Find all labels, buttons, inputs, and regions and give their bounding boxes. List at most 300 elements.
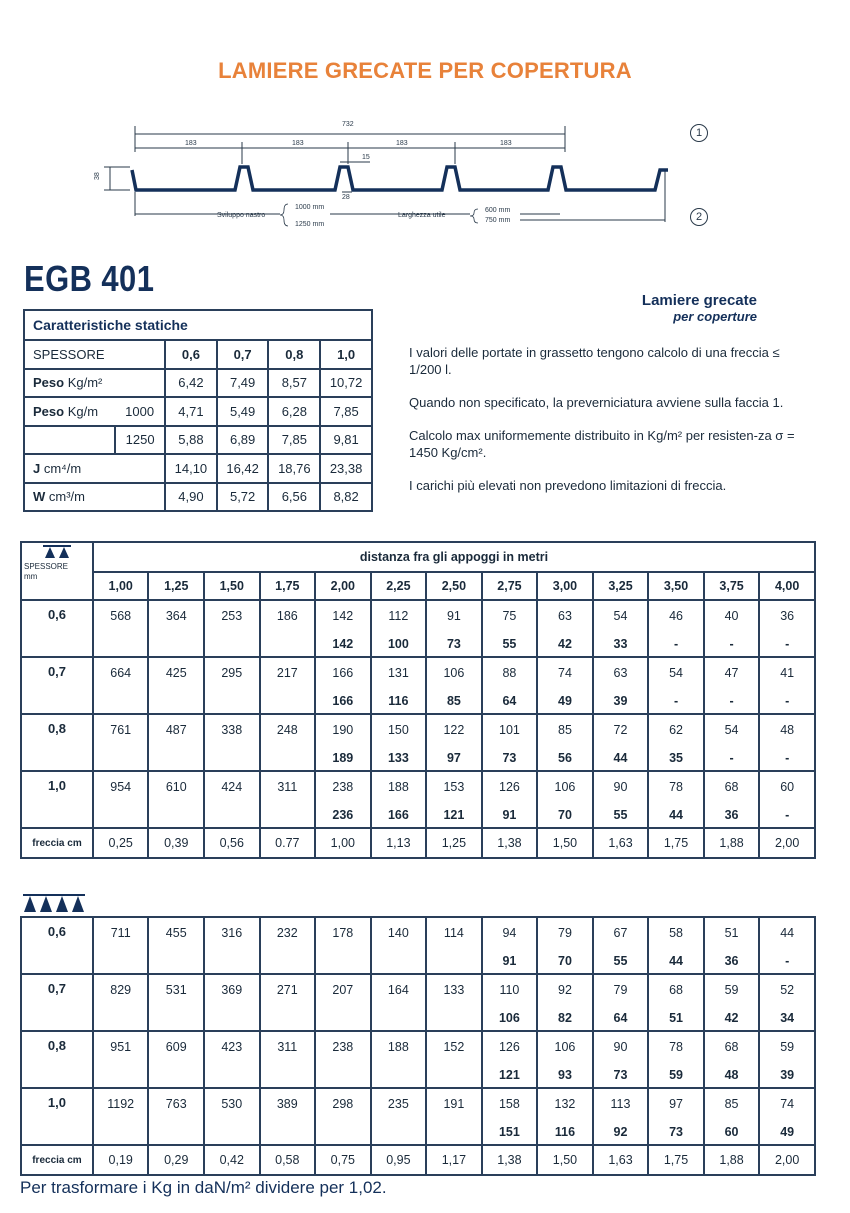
load-cell	[759, 771, 815, 828]
load-cell	[260, 917, 316, 974]
load-cell	[482, 714, 538, 771]
freccia-value: 0.77	[260, 828, 316, 858]
load-value: 364	[165, 608, 187, 623]
value-cell: 9,81	[320, 426, 372, 455]
load-cell	[371, 917, 427, 974]
load-cell	[648, 657, 704, 714]
load-cell-stack	[261, 977, 315, 1029]
load-cell	[704, 657, 760, 714]
load-cell-stack	[483, 920, 537, 972]
load-cell	[204, 657, 260, 714]
load-value: 91	[446, 608, 461, 623]
load-cell-stack	[372, 920, 426, 972]
load-cell-stack	[760, 920, 814, 972]
load-value: 90	[613, 1039, 628, 1054]
spessore-header-cell	[21, 542, 93, 600]
load-value: 79	[558, 925, 572, 940]
load-cell-stack	[483, 977, 537, 1029]
load-value-deflection: 73	[446, 636, 461, 651]
load-value-deflection: 55	[613, 807, 628, 822]
load-value: 59	[780, 1039, 795, 1054]
load-value: 79	[613, 982, 628, 997]
value-cell: 8,82	[320, 483, 372, 512]
load-cell	[204, 1088, 260, 1145]
load-cell	[93, 1088, 149, 1145]
load-value-deflection: 133	[387, 750, 409, 765]
load-cell-stack	[94, 920, 148, 972]
load-value: 829	[110, 982, 132, 997]
span-header: 2,50	[426, 572, 482, 600]
load-value-deflection: 36	[724, 953, 739, 968]
load-cell	[426, 917, 482, 974]
load-value-deflection: 70	[558, 953, 572, 968]
load-cell	[93, 600, 149, 657]
empty-cell	[24, 426, 115, 455]
value-cell: 10,72	[320, 369, 372, 398]
load-cell	[315, 657, 371, 714]
dim-pitch-4: 183	[500, 140, 512, 147]
load-cell-stack	[427, 1091, 481, 1143]
load-cell-stack	[649, 717, 703, 769]
footer-note: Per trasformare i Kg in daN/m² dividere per 1,02.	[20, 1178, 387, 1197]
load-cell-stack	[261, 717, 315, 769]
thickness-08: 0,8	[268, 340, 320, 369]
load-value-deflection: 85	[446, 693, 461, 708]
load-value: 424	[221, 779, 243, 794]
load-cell-stack	[205, 920, 259, 972]
load-cell-stack	[538, 977, 592, 1029]
load-cell-stack	[205, 660, 259, 712]
load-cell-stack	[427, 920, 481, 972]
load-value: 248	[276, 722, 298, 737]
load-cell-stack	[483, 717, 537, 769]
load-cell-stack	[205, 717, 259, 769]
face-2-marker: 2	[690, 208, 708, 226]
load-cell-stack	[649, 603, 703, 655]
load-value-deflection: -	[729, 750, 734, 765]
load-value-deflection: 49	[780, 1124, 795, 1139]
peso-m2-row	[24, 369, 372, 398]
load-cell-stack	[594, 1034, 648, 1086]
load-cell-stack	[705, 774, 759, 826]
load-cell-stack	[261, 603, 315, 655]
freccia-value: 1,75	[648, 828, 704, 858]
load-value-deflection: 121	[443, 807, 465, 822]
load-cell-stack	[705, 603, 759, 655]
load-value: 88	[502, 665, 517, 680]
load-cell-stack	[205, 774, 259, 826]
load-cell	[204, 600, 260, 657]
load-value-deflection: 73	[613, 1067, 628, 1082]
load-value: 425	[165, 665, 187, 680]
row-thickness: 1,0	[21, 1088, 93, 1145]
load-cell-stack	[760, 1091, 814, 1143]
load-cell-stack	[94, 1091, 148, 1143]
load-value-deflection: 70	[558, 807, 572, 822]
load-cell-stack	[94, 774, 148, 826]
value-cell: 7,85	[268, 426, 320, 455]
load-cell	[482, 771, 538, 828]
value-cell: 16,42	[217, 454, 269, 483]
load-cell	[482, 600, 538, 657]
load-value: 126	[498, 1039, 520, 1054]
load-value-deflection: 48	[724, 1067, 739, 1082]
row-thickness: 0,7	[21, 657, 93, 714]
load-value: 152	[443, 1039, 465, 1054]
freccia-value: 1,25	[426, 828, 482, 858]
load-cell-stack	[205, 1091, 259, 1143]
sviluppo-1250: 1250 mm	[295, 221, 325, 228]
value-cell: 14,10	[165, 454, 217, 483]
load-cell	[426, 714, 482, 771]
load-value-deflection: 73	[502, 750, 517, 765]
j-unit: cm⁴/m	[40, 460, 82, 476]
load-cell	[759, 917, 815, 974]
load-value: 46	[669, 608, 683, 623]
value-cell: 7,85	[320, 397, 372, 426]
thickness-06: 0,6	[165, 340, 217, 369]
dim-height: 38	[94, 172, 101, 180]
load-cell-stack	[427, 977, 481, 1029]
load-table-two-supports	[20, 541, 816, 859]
load-cell-stack	[760, 774, 814, 826]
sviluppo-1000: 1000 mm	[295, 204, 325, 211]
load-cell	[260, 714, 316, 771]
load-cell-stack	[649, 660, 703, 712]
load-cell-stack	[372, 717, 426, 769]
span-header: 2,25	[371, 572, 427, 600]
freccia-row	[21, 828, 815, 858]
peso-m-label: Peso	[33, 403, 65, 419]
load-cell-stack	[594, 977, 648, 1029]
load-value: 761	[110, 722, 132, 737]
freccia-row	[21, 1145, 815, 1175]
load-cell-stack	[649, 774, 703, 826]
load-cell	[593, 657, 649, 714]
load-cell	[537, 657, 593, 714]
load-cell-stack	[760, 977, 814, 1029]
load-cell-stack	[594, 920, 648, 972]
freccia-label: freccia cm	[21, 1145, 93, 1175]
load-value-deflection: 116	[388, 693, 409, 708]
tagline-line-2: per coperture	[673, 309, 757, 324]
freccia-value: 0,29	[148, 1145, 204, 1175]
load-cell	[371, 771, 427, 828]
load-value: 113	[610, 1096, 631, 1111]
load-cell-stack	[427, 1034, 481, 1086]
load-value: 72	[613, 722, 628, 737]
value-cell: 6,56	[268, 483, 320, 512]
load-cell-stack	[316, 660, 370, 712]
profile-shape	[132, 167, 668, 190]
load-cell-stack	[649, 1034, 703, 1086]
load-cell	[315, 1088, 371, 1145]
load-cell-stack	[594, 1091, 648, 1143]
load-value-deflection: 42	[558, 636, 572, 651]
load-cell	[371, 714, 427, 771]
load-value-deflection: 92	[613, 1124, 628, 1139]
thickness-row	[21, 771, 815, 828]
load-cell-stack	[149, 774, 203, 826]
load-value: 78	[669, 779, 683, 794]
static-caption: Caratteristiche statiche	[24, 310, 372, 340]
freccia-value: 0,19	[93, 1145, 149, 1175]
load-value-deflection: 100	[387, 636, 409, 651]
load-cell	[648, 600, 704, 657]
load-value: 92	[558, 982, 572, 997]
load-cell	[593, 714, 649, 771]
larghezza-750: 750 mm	[485, 217, 511, 224]
freccia-value: 1,17	[426, 1145, 482, 1175]
load-value: 85	[558, 722, 572, 737]
load-cell	[593, 974, 649, 1031]
value-cell: 23,38	[320, 454, 372, 483]
span-header: 2,75	[482, 572, 538, 600]
freccia-value: 1,38	[482, 1145, 538, 1175]
load-value: 110	[499, 982, 520, 997]
freccia-value: 1,75	[648, 1145, 704, 1175]
two-supports-icon	[42, 545, 72, 559]
load-value: 78	[669, 1039, 683, 1054]
row-thickness: 0,8	[21, 1031, 93, 1088]
load-cell	[315, 1031, 371, 1088]
load-cell	[204, 714, 260, 771]
load-value: 52	[780, 982, 795, 997]
load-value-deflection: 39	[780, 1067, 795, 1082]
load-cell	[537, 771, 593, 828]
load-value-deflection: -	[673, 636, 679, 651]
load-cell	[704, 714, 760, 771]
load-cell-stack	[594, 774, 648, 826]
load-cell	[371, 600, 427, 657]
load-cell	[537, 1031, 593, 1088]
load-cell	[759, 600, 815, 657]
load-value: 166	[332, 665, 354, 680]
load-value: 951	[110, 1039, 132, 1054]
load-value: 63	[613, 665, 628, 680]
load-cell-stack	[94, 603, 148, 655]
value-cell: 6,28	[268, 397, 320, 426]
load-value: 140	[387, 925, 409, 940]
load-value: 41	[780, 665, 795, 680]
freccia-value: 1,38	[482, 828, 538, 858]
j-label: J	[33, 460, 41, 476]
load-cell-stack	[483, 660, 537, 712]
load-cell-stack	[538, 774, 592, 826]
load-value-deflection: 64	[502, 693, 517, 708]
load-cell	[93, 974, 149, 1031]
value-cell: 4,71	[165, 397, 217, 426]
load-cell	[704, 600, 760, 657]
freccia-value: 1,63	[593, 1145, 649, 1175]
load-cell	[315, 714, 371, 771]
load-value: 85	[724, 1096, 739, 1111]
load-cell-stack	[316, 603, 370, 655]
load-value-deflection: -	[785, 636, 790, 651]
load-cell-stack	[649, 1091, 703, 1143]
freccia-value: 0,58	[260, 1145, 316, 1175]
dim-pitch-1: 183	[185, 140, 197, 147]
face-1-marker: 1	[690, 124, 708, 142]
load-value: 142	[332, 608, 354, 623]
load-cell-stack	[149, 977, 203, 1029]
load-value: 132	[554, 1096, 576, 1111]
load-cell-stack	[149, 920, 203, 972]
load-cell	[93, 917, 149, 974]
note-1: I valori delle portate in grassetto tengono calcolo di una freccia ≤ 1/200 l.	[409, 345, 780, 377]
load-value: 568	[110, 608, 132, 623]
j-row	[24, 454, 372, 483]
load-cell	[482, 1031, 538, 1088]
load-value: 47	[724, 665, 739, 680]
load-value-deflection: 35	[669, 750, 683, 765]
load-value: 530	[221, 1096, 243, 1111]
dim-pitch-2: 183	[292, 140, 304, 147]
load-cell	[537, 714, 593, 771]
load-cell	[648, 771, 704, 828]
load-value: 74	[780, 1096, 795, 1111]
load-cell-stack	[760, 717, 814, 769]
load-value: 455	[165, 925, 187, 940]
value-cell: 5,88	[165, 426, 217, 455]
freccia-value: 1,88	[704, 828, 760, 858]
load-cell-stack	[94, 717, 148, 769]
load-value-deflection: 166	[332, 693, 354, 708]
load-value: 59	[724, 982, 739, 997]
load-cell	[759, 1088, 815, 1145]
load-value: 217	[276, 665, 298, 680]
peso-m2-unit: Kg/m²	[64, 375, 103, 391]
load-value-deflection: 82	[558, 1010, 572, 1025]
load-cell-stack	[205, 603, 259, 655]
peso-m-1000-row	[24, 397, 372, 426]
load-cell-stack	[705, 660, 759, 712]
load-value-deflection: 121	[498, 1067, 520, 1082]
load-cell	[148, 714, 204, 771]
load-cell	[759, 714, 815, 771]
load-value-deflection: 36	[724, 807, 739, 822]
load-value: 763	[165, 1096, 187, 1111]
load-cell-stack	[483, 774, 537, 826]
thickness-row	[21, 917, 815, 974]
load-value: 316	[221, 925, 243, 940]
load-value: 235	[387, 1096, 409, 1111]
load-value: 238	[332, 1039, 354, 1054]
load-cell-stack	[427, 603, 481, 655]
span-header-row	[21, 572, 815, 600]
load-cell	[204, 1031, 260, 1088]
load-cell-stack	[594, 660, 648, 712]
span-header: 3,25	[593, 572, 649, 600]
freccia-value: 0,25	[93, 828, 149, 858]
load-value: 178	[332, 925, 354, 940]
load-cell-stack	[427, 717, 481, 769]
load-value: 63	[558, 608, 572, 623]
load-cell	[426, 771, 482, 828]
load-cell-stack	[594, 717, 648, 769]
value-cell: 8,57	[268, 369, 320, 398]
load-cell-stack	[427, 774, 481, 826]
load-cell	[93, 657, 149, 714]
load-value-deflection: 44	[613, 750, 628, 765]
load-cell	[371, 1088, 427, 1145]
load-value: 106	[554, 1039, 576, 1054]
load-cell	[537, 600, 593, 657]
load-value: 48	[780, 722, 795, 737]
load-value: 112	[388, 608, 409, 623]
spessore-label-t1: SPESSORE	[24, 562, 69, 571]
load-table-multi-supports	[20, 916, 816, 1176]
freccia-value: 0,56	[204, 828, 260, 858]
load-value: 610	[165, 779, 187, 794]
dim-rib-bottom: 28	[342, 194, 350, 201]
thickness-row	[21, 974, 815, 1031]
load-cell-stack	[316, 1034, 370, 1086]
row-thickness: 0,6	[21, 917, 93, 974]
load-value-deflection: 151	[498, 1124, 520, 1139]
load-cell-stack	[316, 774, 370, 826]
dim-pitch-3: 183	[396, 140, 408, 147]
load-value: 188	[387, 779, 409, 794]
load-cell-stack	[94, 977, 148, 1029]
load-value: 60	[780, 779, 795, 794]
load-value: 954	[110, 779, 132, 794]
load-value: 40	[724, 608, 739, 623]
load-value: 106	[554, 779, 576, 794]
notes	[409, 344, 799, 510]
load-value: 295	[221, 665, 243, 680]
load-cell	[315, 917, 371, 974]
load-cell	[426, 600, 482, 657]
load-value: 94	[502, 925, 517, 940]
static-characteristics-table	[23, 309, 373, 512]
load-cell-stack	[149, 660, 203, 712]
load-cell	[593, 771, 649, 828]
load-cell	[704, 1031, 760, 1088]
load-cell	[648, 974, 704, 1031]
load-cell-stack	[261, 660, 315, 712]
load-value: 190	[332, 722, 354, 737]
load-value: 97	[669, 1096, 683, 1111]
product-code: EGB 401	[24, 258, 155, 299]
load-value: 51	[724, 925, 739, 940]
w-unit: cm³/m	[45, 489, 85, 505]
load-value: 609	[165, 1039, 187, 1054]
load-cell-stack	[427, 660, 481, 712]
load-value-deflection: -	[785, 807, 790, 822]
note-4: I carichi più elevati non prevedono limitazioni di freccia.	[409, 478, 727, 493]
value-cell: 5,72	[217, 483, 269, 512]
load-value-deflection: 56	[558, 750, 572, 765]
load-cell-stack	[372, 1091, 426, 1143]
row-thickness: 0,7	[21, 974, 93, 1031]
load-value: 186	[276, 608, 298, 623]
load-cell	[315, 771, 371, 828]
load-value-deflection: 60	[724, 1124, 739, 1139]
load-cell	[759, 1031, 815, 1088]
load-cell-stack	[94, 1034, 148, 1086]
load-cell-stack	[649, 920, 703, 972]
load-value-deflection: 51	[669, 1010, 683, 1025]
load-value: 487	[165, 722, 187, 737]
load-value-deflection: 64	[613, 1010, 628, 1025]
load-cell	[148, 1031, 204, 1088]
load-cell-stack	[538, 603, 592, 655]
load-cell	[537, 917, 593, 974]
load-value-deflection: 93	[558, 1067, 572, 1082]
load-value: 191	[443, 1096, 465, 1111]
larghezza-600: 600 mm	[485, 207, 511, 214]
